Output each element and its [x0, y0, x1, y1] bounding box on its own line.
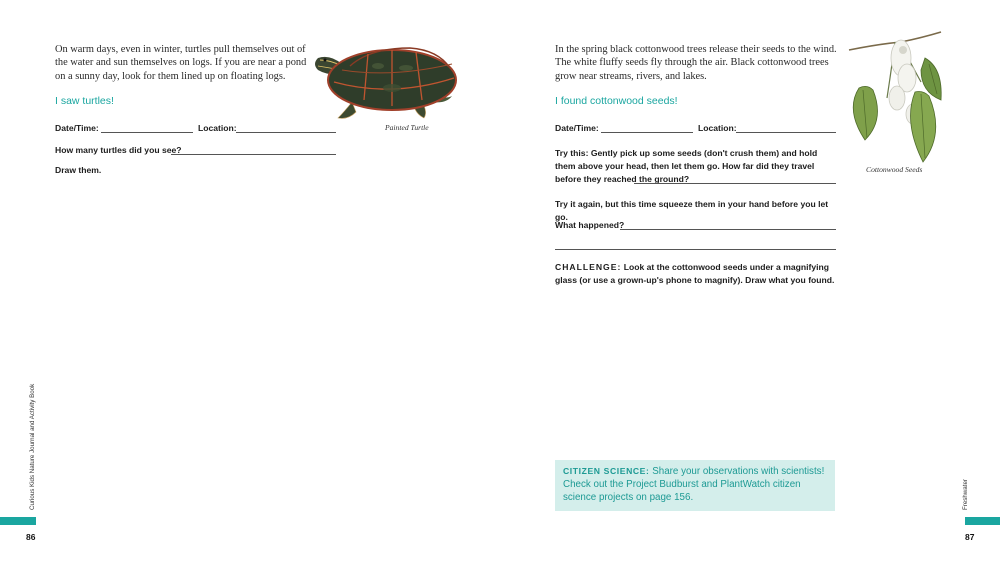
what-happened-field-line2[interactable] — [555, 239, 836, 250]
challenge-label: CHALLENGE: — [555, 262, 622, 272]
try-again-text: Try it again, but this time squeeze them in your hand before you let go. — [555, 199, 829, 222]
turtle-count-field[interactable] — [171, 144, 336, 155]
section-running-head: Freshwater — [962, 479, 969, 510]
turtle-count-label: How many turtles did you see? — [55, 145, 182, 155]
challenge-text: Look at the cottonwood seeds under a magnifying glass (or use a grown-up's phone to magnify). Draw what you found. — [555, 262, 835, 285]
turtle-draw-prompt: Draw them. — [55, 165, 102, 175]
what-happened-label: What happened? — [555, 220, 625, 230]
cottonwood-caption: Cottonwood Seeds — [866, 165, 923, 174]
cottonwood-heading: I found cottonwood seeds! — [555, 95, 678, 107]
turtle-drawing-area[interactable] — [55, 180, 455, 500]
turtle-intro-text: On warm days, even in winter, turtles pull themselves out of the water and sun themselves on logs. If you are near a pond on a sunny day, look for them lined up on floating logs. — [55, 44, 307, 82]
cottonwood-seeds-icon — [845, 28, 950, 168]
challenge-block — [555, 261, 840, 287]
try-this-text: Try this: Gently pick up some seeds (don't crush them) and hold them above your head, then let them go. How far did they travel before they reached the ground? — [555, 148, 818, 184]
right-page-tab — [965, 517, 1000, 525]
cottonwood-intro-text: In the spring black cottonwood trees release their seeds to the wind. The white fluffy seeds fly through the air. Black cottonwood trees grow near streams, rivers, and lakes. — [555, 44, 837, 82]
turtle-location-label: Location: — [198, 123, 237, 133]
turtle-heading: I saw turtles! — [55, 95, 114, 107]
cottonwood-illustration — [845, 28, 950, 168]
turtle-caption: Painted Turtle — [385, 123, 429, 132]
left-page-tab — [0, 517, 36, 525]
cottonwood-location-label: Location: — [698, 123, 737, 133]
turtle-illustration — [312, 36, 462, 126]
citizen-science-label: CITIZEN SCIENCE: — [563, 466, 650, 476]
right-page — [500, 0, 1000, 562]
turtle-date-field[interactable] — [101, 122, 193, 133]
turtle-icon — [312, 36, 462, 126]
turtle-date-label: Date/Time: — [55, 123, 99, 133]
cottonwood-date-label: Date/Time: — [555, 123, 599, 133]
what-happened-field[interactable] — [620, 219, 836, 230]
left-page-number: 86 — [26, 532, 36, 542]
travel-distance-field[interactable] — [634, 173, 836, 184]
citizen-science-callout — [555, 460, 835, 511]
right-page-number: 87 — [965, 532, 975, 542]
turtle-location-field[interactable] — [236, 122, 336, 133]
cottonwood-date-field[interactable] — [601, 122, 693, 133]
cottonwood-location-field[interactable] — [736, 122, 836, 133]
cottonwood-drawing-area[interactable] — [555, 292, 935, 452]
book-title-running-head: Curious Kids Nature Journal and Activity Book — [29, 383, 36, 510]
citizen-science-text: Share your observations with scientists! Check out the Project Budburst and PlantWatch citizen science projects on page 156. — [563, 466, 825, 503]
